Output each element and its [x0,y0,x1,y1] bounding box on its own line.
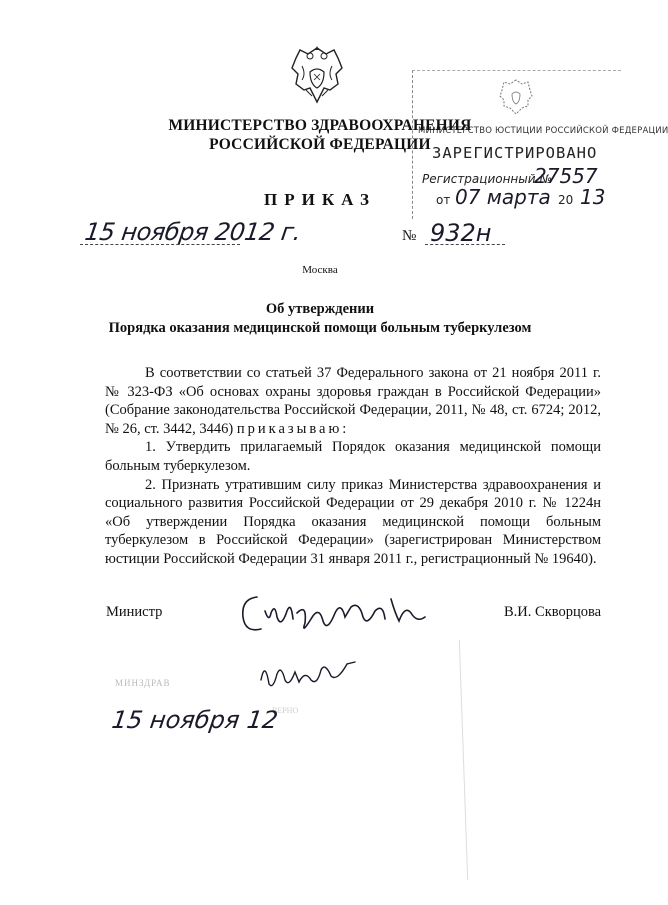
footer-handwritten-date: 15 ноября 12 [110,706,280,734]
stamp-organization: МИНИСТЕРСТВО ЮСТИЦИИ РОССИЙСКОЙ ФЕДЕРАЦИИ [418,126,668,136]
city: Москва [302,264,338,276]
ministry-line1: МИНИСТЕРСТВО ЗДРАВООХРАНЕНИЯ [168,117,472,134]
stamp-reg-number: 27557 [534,164,598,188]
preamble: В соответствии со статьей 37 Федерального закона от 21 ноября 2011 г. № 323-ФЗ «Об основах охраны здоровья граждан в Российской Федерации» (Собрание законодательства Российской Федерации, 2011, № 48, ст. 6724; 2012, № 26, ст. 3442, 3446) [105,365,601,437]
ministry-header [130,116,510,154]
secondary-signature [255,650,365,692]
order-body [105,364,601,569]
coat-of-arms-emblem [288,44,346,106]
stamp-year-prefix: 20 [558,193,574,207]
signatory-position: Министр [106,604,163,620]
order-number: 932н [430,219,492,247]
preamble-paragraph [105,364,601,438]
item-1: 1. Утвердить прилагаемый Порядок оказания медицинской помощи больным туберкулезом. [105,439,601,474]
subject-line1: Об утверждении [265,301,375,317]
subject-line2: Порядка оказания медицинской помощи больным туберкулезом [108,320,532,336]
minister-signature [235,583,430,643]
stamp-registered: ЗАРЕГИСТРИРОВАНО [432,144,598,162]
scan-artifact-line [451,640,468,880]
order-word: приказываю: [236,420,350,437]
stamp-from-label: от [436,193,451,207]
number-sign: № [402,228,417,244]
item-2: 2. Признать утратившим силу приказ Министерства здравоохранения и социального развития Российской Федерации от 29 декабря 2010 г. № 1224н «Об утверждении Порядка оказания медицинской помощи больным туберкулезом в Российской Федерации» (зарегистрирован Министерством юстиции Российской Федерации 31 января 2011 г., регистрационный № 19640). [105,476,601,567]
faint-stamp-text-2: ВЕРНО [272,706,299,715]
order-date: 15 ноября 2012 г. [83,218,303,246]
stamp-emblem [496,76,536,116]
stamp-reg-date: 07 марта [455,185,551,209]
stamp-year-suffix: 13 [580,185,606,209]
signatory-name: В.И. Скворцова [504,604,602,620]
date-underline [80,244,240,245]
document-type: ПРИКАЗ [264,190,376,209]
order-subject [100,300,540,338]
faint-stamp-text: МИНЗДРАВ [115,678,171,688]
stamp-reg-number-label: Регистрационный № [422,172,552,186]
number-underline [425,244,505,245]
ministry-line2: РОССИЙСКОЙ ФЕДЕРАЦИИ [209,136,431,153]
